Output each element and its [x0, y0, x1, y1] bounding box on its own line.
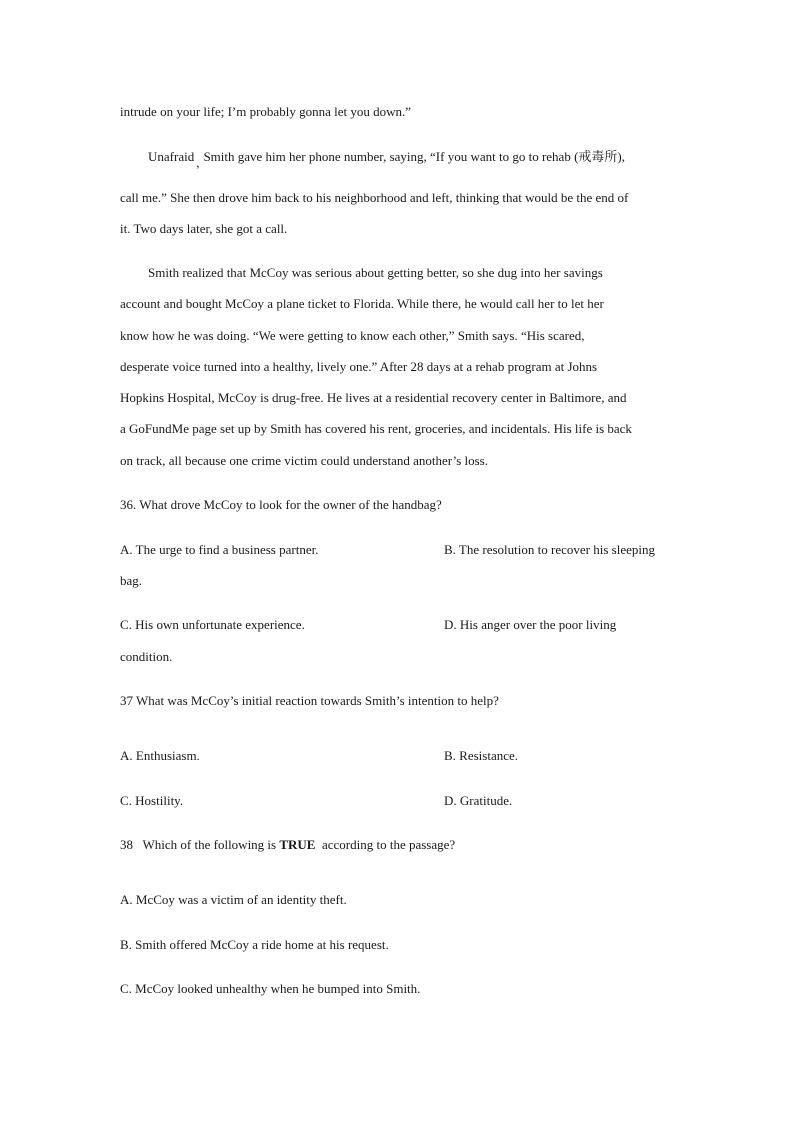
passage-line	[148, 149, 625, 170]
passage-line: Hopkins Hospital, McCoy is drug-free. He lives at a residential recovery center in Baltimore, and	[120, 390, 627, 405]
passage-text: Smith gave him her phone number, saying, “If you want to go to rehab (戒毒所),	[203, 149, 625, 164]
q37-option-d: D. Gratitude.	[444, 793, 513, 808]
passage-line: account and bought McCoy a plane ticket to Florida. While there, he would call her to let her	[120, 296, 604, 311]
q38-option-b: B. Smith offered McCoy a ride home at his request.	[120, 937, 389, 952]
passage-text: Unafraid	[148, 149, 195, 164]
q38-option-c: C. McCoy looked unhealthy when he bumped into Smith.	[120, 981, 421, 996]
passage-line: know how he was doing. “We were getting to know each other,” Smith says. “His scared,	[120, 328, 585, 343]
q36-option-d: D. His anger over the poor living	[444, 617, 617, 632]
question-37-stem: 37 What was McCoy’s initial reaction towards Smith’s intention to help?	[120, 693, 499, 708]
question-38-stem-text: according to the passage?	[315, 837, 456, 852]
question-38-stem	[120, 837, 455, 853]
q37-option-a: A. Enthusiasm.	[120, 748, 200, 763]
q36-option-a: A. The urge to find a business partner.	[120, 542, 319, 557]
q36-option-b: B. The resolution to recover his sleeping	[444, 542, 655, 557]
passage-comma: ,	[196, 155, 200, 170]
passage-line: desperate voice turned into a healthy, lively one.” After 28 days at a rehab program at Johns	[120, 359, 598, 374]
question-38-stem-text: 38 Which of the following is	[120, 837, 280, 852]
q36-option-c: C. His own unfortunate experience.	[120, 617, 305, 632]
q37-option-b: B. Resistance.	[444, 748, 519, 763]
passage-line: intrude on your life; I’m probably gonna let you down.”	[120, 104, 411, 119]
q37-option-c: C. Hostility.	[120, 793, 184, 808]
question-36-stem: 36. What drove McCoy to look for the owner of the handbag?	[120, 497, 442, 512]
q36-option-d-continued: condition.	[120, 649, 173, 664]
passage-line: on track, all because one crime victim could understand another’s loss.	[120, 453, 488, 468]
passage-line: it. Two days later, she got a call.	[120, 221, 288, 236]
question-38-keyword: TRUE	[279, 837, 316, 852]
q36-option-b-continued: bag.	[120, 573, 143, 588]
passage-line: a GoFundMe page set up by Smith has covered his rent, groceries, and incidentals. His life is back	[120, 421, 632, 436]
passage-line: call me.” She then drove him back to his neighborhood and left, thinking that would be the end of	[120, 190, 629, 205]
passage-line: Smith realized that McCoy was serious about getting better, so she dug into her savings	[148, 265, 603, 280]
q38-option-a: A. McCoy was a victim of an identity theft.	[120, 892, 347, 907]
